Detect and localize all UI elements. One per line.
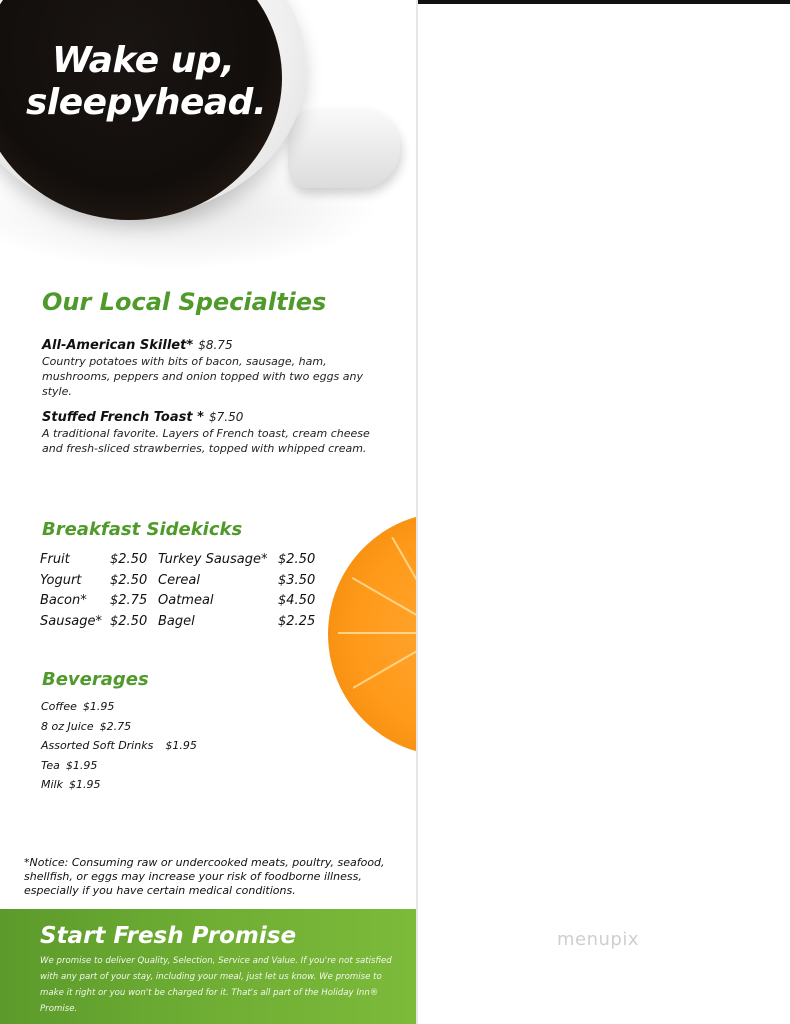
list-item — [41, 759, 197, 779]
beverage-name: Assorted Soft Drinks — [41, 739, 154, 753]
coffee-cup-handle — [288, 108, 400, 188]
beverage-price: $1.95 — [65, 758, 98, 772]
sidekick-name: Bacon* — [40, 593, 87, 608]
beverages-title: Beverages — [42, 669, 149, 690]
beverage-price: $2.75 — [99, 719, 132, 733]
orange-segment-line — [391, 537, 416, 633]
sidekick-name: Cereal — [158, 572, 200, 588]
promise-title: Start Fresh Promise — [40, 923, 297, 949]
menu-item-skillet — [42, 334, 382, 399]
orange-segment-line — [353, 632, 416, 689]
list-item — [41, 720, 197, 740]
beverage-price: $1.95 — [68, 778, 101, 792]
sidekick-name: Bagel — [158, 613, 195, 629]
beverage-price: $1.95 — [165, 739, 197, 753]
promise-banner — [0, 909, 416, 1024]
item-description: Country potatoes with bits of bacon, sausage, ham, mushrooms, peppers and onion topped with two eggs any style. — [42, 355, 363, 398]
blank-page — [418, 4, 790, 1024]
headline-line-1: Wake up, — [52, 40, 235, 81]
item-price: $7.50 — [209, 410, 244, 424]
list-item — [41, 700, 197, 720]
sidekick-name: Turkey Sausage* — [158, 552, 268, 567]
sidekick-price: $3.50 — [278, 572, 316, 588]
beverage-name: Tea — [41, 758, 60, 772]
sidekick-price: $4.50 — [278, 593, 316, 608]
item-name: Stuffed French Toast * — [42, 410, 204, 425]
list-item — [41, 739, 197, 759]
headline — [26, 40, 266, 124]
list-item — [41, 778, 197, 798]
sidekick-price: $2.75 — [110, 593, 148, 608]
specialties-title: Our Local Specialties — [42, 288, 327, 316]
beverage-name: Coffee — [41, 700, 77, 713]
promise-text: We promise to deliver Quality, Selection, Service and Value. If you're not satisfied with any part of your stay, including your meal, just let us know. We promise to make it right or you won't be charged for it. That's all part of the Holiday Inn® Promise. — [40, 956, 392, 1014]
sidekick-price: $2.50 — [110, 613, 148, 629]
beverage-name: 8 oz Juice — [41, 719, 94, 733]
menu-item-french-toast — [42, 406, 382, 456]
watermark: menupix — [557, 929, 640, 950]
beverages-list — [41, 700, 197, 798]
sidekick-price: $2.25 — [278, 613, 316, 629]
sidekick-price: $2.50 — [110, 572, 148, 588]
beverage-name: Milk — [41, 778, 63, 792]
item-price: $8.75 — [198, 338, 233, 352]
orange-slice — [328, 512, 416, 756]
sidekick-name: Sausage* — [40, 613, 102, 629]
sidekick-name: Yogurt — [40, 572, 82, 588]
orange-slice-image — [328, 512, 416, 756]
sidekicks-title: Breakfast Sidekicks — [42, 519, 243, 540]
sidekick-price: $2.50 — [110, 552, 148, 567]
food-safety-notice: *Notice: Consuming raw or undercooked meats, poultry, seafood, shellfish, or eggs may increase your risk of foodborne illness, especially if you have certain medical conditions. — [24, 856, 385, 897]
headline-line-2: sleepyhead. — [26, 82, 267, 123]
orange-segment-line — [352, 577, 416, 634]
sidekick-price: $2.50 — [278, 552, 316, 567]
item-name: All-American Skillet* — [42, 338, 194, 353]
item-description: A traditional favorite. Layers of French toast, cream cheese and fresh-sliced strawberries, topped with whipped cream. — [42, 427, 370, 455]
sidekick-name: Fruit — [40, 552, 70, 567]
orange-segment-line — [338, 632, 416, 634]
sidekick-name: Oatmeal — [158, 593, 214, 608]
beverage-price: $1.95 — [82, 700, 115, 713]
